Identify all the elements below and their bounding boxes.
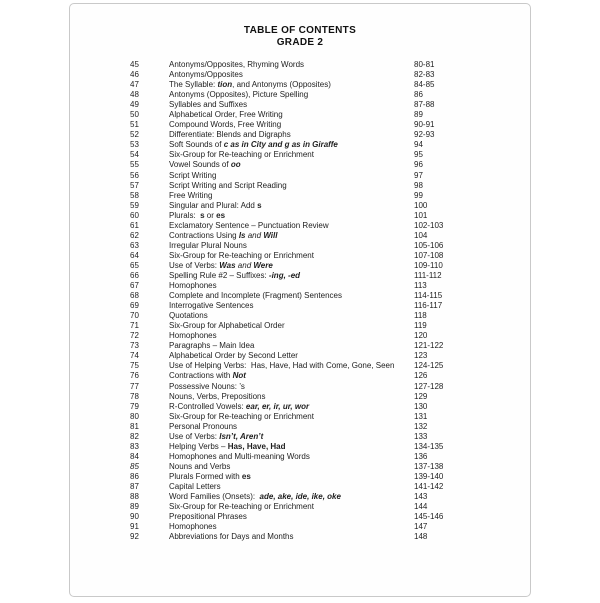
lesson-title: Exclamatory Sentence – Punctuation Review: [169, 220, 329, 230]
lesson-title: Contractions Using Is and Will: [169, 230, 278, 240]
lesson-number: 88: [130, 492, 139, 502]
lesson-number: 89: [130, 502, 139, 512]
lesson-number: 57: [130, 180, 139, 190]
toc-row: [130, 191, 524, 201]
page-range: 105-106: [414, 240, 444, 250]
page-range: 99: [414, 190, 423, 200]
toc-row: [130, 140, 524, 150]
lesson-title: Abbreviations for Days and Months: [169, 532, 294, 542]
page-range: 129: [414, 391, 428, 401]
page-range: 116-117: [414, 301, 443, 311]
lesson-title: Nouns, Verbs, Prepositions: [169, 391, 266, 401]
lesson-title: Six-Group for Re-teaching or Enrichment: [169, 150, 314, 160]
page-range: 90-91: [414, 120, 435, 130]
page-range: 120: [414, 331, 428, 341]
toc-row: [130, 402, 524, 412]
lesson-title: The Syllable: tion, and Antonyms (Opposites): [169, 80, 331, 90]
lesson-number: 73: [130, 341, 139, 351]
page-range: 98: [414, 180, 423, 190]
toc-row: [130, 211, 524, 221]
toc-row: [130, 482, 524, 492]
toc-row: [130, 311, 524, 321]
lesson-title: Capital Letters: [169, 481, 221, 491]
lesson-title: Antonyms/Opposites, Rhyming Words: [169, 60, 305, 69]
lesson-number: 58: [130, 190, 139, 200]
page-range: 141-142: [414, 481, 444, 491]
lesson-title: Soft Sounds of c as in City and g as in Giraffe: [169, 140, 338, 150]
page-range: 102-103: [414, 220, 444, 230]
page-range: 118: [414, 311, 427, 321]
lesson-number: 59: [130, 200, 139, 210]
toc-row: [130, 371, 524, 381]
lesson-number: 79: [130, 401, 139, 411]
page-range: 109-110: [414, 260, 443, 270]
page-range: 114-115: [414, 291, 443, 301]
lesson-title: R-Controlled Vowels: ear, er, ir, ur, wor: [169, 401, 310, 411]
lesson-number: 60: [130, 210, 139, 220]
lesson-number: 90: [130, 512, 139, 522]
lesson-number: 61: [130, 220, 139, 230]
page-range: 130: [414, 401, 428, 411]
toc-row: [130, 241, 524, 251]
lesson-title: Prepositional Phrases: [169, 512, 247, 522]
lesson-number: 52: [130, 130, 139, 140]
toc-list: [70, 60, 530, 542]
lesson-number: 80: [130, 411, 139, 421]
lesson-number: 72: [130, 331, 139, 341]
lesson-title: Homophones: [169, 522, 217, 532]
lesson-title: Free Writing: [169, 190, 213, 200]
lesson-title: Spelling Rule #2 – Suffixes: -ing, -ed: [169, 270, 301, 280]
lesson-title: Script Writing and Script Reading: [169, 180, 287, 190]
lesson-title: Helping Verbs – Has, Have, Had: [169, 441, 286, 451]
lesson-title: Possessive Nouns: ’s: [169, 381, 245, 391]
lesson-number: 49: [130, 100, 139, 110]
lesson-title: Six-Group for Re-teaching or Enrichment: [169, 250, 314, 260]
toc-row: [130, 331, 524, 341]
page-range: 145-146: [414, 512, 444, 522]
page-range: 131: [414, 411, 428, 421]
lesson-title: Complete and Incomplete (Fragment) Sentences: [169, 291, 342, 301]
lesson-title: Vowel Sounds of oo: [169, 160, 241, 170]
lesson-number: 62: [130, 230, 139, 240]
toc-row: [130, 181, 524, 191]
page-range: 107-108: [414, 250, 444, 260]
lesson-number: 46: [130, 70, 139, 80]
page-range: 123: [414, 351, 428, 361]
page-range: 121-122: [414, 341, 444, 351]
toc-row: [130, 432, 524, 442]
lesson-number: 82: [130, 431, 139, 441]
toc-row: [130, 80, 524, 90]
lesson-number: 67: [130, 281, 139, 291]
page-range: 126: [414, 371, 428, 381]
toc-row: [130, 392, 524, 402]
lesson-title: Alphabetical Order by Second Letter: [169, 351, 298, 361]
lesson-title: Quotations: [169, 311, 208, 321]
lesson-number: 45: [130, 60, 139, 69]
lesson-number: 64: [130, 250, 139, 260]
toc-row: [130, 452, 524, 462]
lesson-title: Script Writing: [169, 170, 217, 180]
toc-row: [130, 171, 524, 181]
lesson-number: 77: [130, 381, 139, 391]
lesson-title: Use of Helping Verbs: Has, Have, Had with Come, Gone, Seen: [169, 361, 395, 371]
lesson-title: Homophones: [169, 331, 217, 341]
page-range: 111-112: [414, 270, 442, 280]
toc-row: [130, 160, 524, 170]
toc-row: [130, 442, 524, 452]
lesson-title: Interrogative Sentences: [169, 301, 254, 311]
page-range: 87-88: [414, 100, 435, 110]
lesson-number: 87: [130, 481, 139, 491]
lesson-title: Use of Verbs: Isn’t, Aren’t: [169, 431, 264, 441]
toc-row: [130, 422, 524, 432]
page-range: 113: [414, 281, 427, 291]
page-range: 95: [414, 150, 423, 160]
toc-row: [130, 502, 524, 512]
lesson-number: 83: [130, 441, 139, 451]
page-range: 89: [414, 110, 423, 120]
toc-row: [130, 412, 524, 422]
lesson-title: Six-Group for Alphabetical Order: [169, 321, 285, 331]
page-range: 136: [414, 451, 428, 461]
lesson-title: Personal Pronouns: [169, 421, 238, 431]
page-range: 80-81: [414, 60, 435, 69]
page-range: 144: [414, 502, 428, 512]
lesson-number: 70: [130, 311, 139, 321]
page-range: 139-140: [414, 471, 444, 481]
lesson-number: 48: [130, 90, 139, 100]
toc-row: [130, 492, 524, 502]
lesson-number: 65: [130, 260, 139, 270]
lesson-title: Plurals: s or es: [169, 210, 226, 220]
toc-row: [130, 291, 524, 301]
lesson-number: 92: [130, 532, 139, 542]
toc-row: [130, 281, 524, 291]
lesson-title: Paragraphs – Main Idea: [169, 341, 255, 351]
lesson-number: 75: [130, 361, 139, 371]
lesson-title: Nouns and Verbs: [169, 461, 231, 471]
page-range: 101: [414, 210, 428, 220]
lesson-number: 50: [130, 110, 139, 120]
lesson-number: 86: [130, 471, 139, 481]
toc-row: [130, 361, 524, 371]
toc-row: [130, 201, 524, 211]
toc-row: [130, 341, 524, 351]
toc-row: [130, 150, 524, 160]
toc-row: [130, 522, 524, 532]
page-range: 96: [414, 160, 423, 170]
lesson-number: 81: [130, 421, 139, 431]
toc-row: [130, 221, 524, 231]
page-range: 82-83: [414, 70, 435, 80]
lesson-title: Plurals Formed with es: [169, 471, 251, 481]
lesson-number: 68: [130, 291, 139, 301]
page-range: 119: [414, 321, 427, 331]
page-range: 127-128: [414, 381, 444, 391]
toc-row: [130, 462, 524, 472]
lesson-title: Differentiate: Blends and Digraphs: [169, 130, 291, 140]
lesson-title: Irregular Plural Nouns: [169, 240, 247, 250]
toc-row: [130, 231, 524, 241]
toc-row: [130, 512, 524, 522]
lesson-title: Antonyms (Opposites), Picture Spelling: [169, 90, 309, 100]
lesson-number: 53: [130, 140, 139, 150]
lesson-title: Homophones: [169, 281, 217, 291]
lesson-number: 56: [130, 170, 139, 180]
page-range: 148: [414, 532, 428, 542]
toc-row: [130, 130, 524, 140]
lesson-number: 85: [130, 461, 139, 471]
lesson-title: Antonyms/Opposites: [169, 70, 243, 80]
lesson-title: Six-Group for Re-teaching or Enrichment: [169, 411, 314, 421]
toc-row: [130, 321, 524, 331]
lesson-title: Alphabetical Order, Free Writing: [169, 110, 283, 120]
toc-row: [130, 90, 524, 100]
page-range: 124-125: [414, 361, 444, 371]
lesson-number: 76: [130, 371, 139, 381]
page-title: TABLE OF CONTENTS: [243, 25, 357, 36]
page-range: 133: [414, 431, 428, 441]
page-range: 94: [414, 140, 423, 150]
page-range: 143: [414, 492, 428, 502]
toc-row: [130, 100, 524, 110]
page-range: 92-93: [414, 130, 435, 140]
lesson-number: 51: [130, 120, 139, 130]
toc-row: [130, 60, 524, 70]
page-range: 100: [414, 200, 428, 210]
page-range: 97: [414, 170, 423, 180]
lesson-number: 91: [130, 522, 139, 532]
lesson-number: 55: [130, 160, 139, 170]
lesson-number: 47: [130, 80, 139, 90]
toc-row: [130, 351, 524, 361]
page-range: 132: [414, 421, 428, 431]
lesson-title: Contractions with Not: [169, 371, 246, 381]
toc-row: [130, 382, 524, 392]
toc-row: [130, 70, 524, 80]
toc-row: [130, 251, 524, 261]
toc-row: [130, 110, 524, 120]
lesson-title: Compound Words, Free Writing: [169, 120, 282, 130]
lesson-number: 78: [130, 391, 139, 401]
toc-row: [130, 271, 524, 281]
lesson-number: 74: [130, 351, 139, 361]
lesson-number: 71: [130, 321, 139, 331]
page-range: 104: [414, 230, 428, 240]
toc-row: [130, 301, 524, 311]
lesson-number: 66: [130, 270, 139, 280]
lesson-number: 63: [130, 240, 139, 250]
toc-row: [130, 532, 524, 542]
lesson-number: 84: [130, 451, 139, 461]
page-range: 147: [414, 522, 428, 532]
page-subtitle: GRADE 2: [276, 37, 324, 48]
lesson-title: Syllables and Suffixes: [169, 100, 248, 110]
document-page: [69, 3, 531, 597]
lesson-title: Six-Group for Re-teaching or Enrichment: [169, 502, 314, 512]
lesson-title: Singular and Plural: Add s: [169, 200, 262, 210]
page-range: 86: [414, 90, 423, 100]
lesson-number: 69: [130, 301, 139, 311]
lesson-number: 54: [130, 150, 139, 160]
toc-row: [130, 120, 524, 130]
lesson-title: Use of Verbs: Was and Were: [169, 260, 273, 270]
page-range: 137-138: [414, 461, 444, 471]
lesson-title: Word Families (Onsets): ade, ake, ide, ike, oke: [169, 492, 341, 502]
toc-row: [130, 261, 524, 271]
page-range: 84-85: [414, 80, 435, 90]
lesson-title: Homophones and Multi-meaning Words: [169, 451, 310, 461]
page-range: 134-135: [414, 441, 444, 451]
toc-row: [130, 472, 524, 482]
toc-header: [70, 4, 530, 49]
